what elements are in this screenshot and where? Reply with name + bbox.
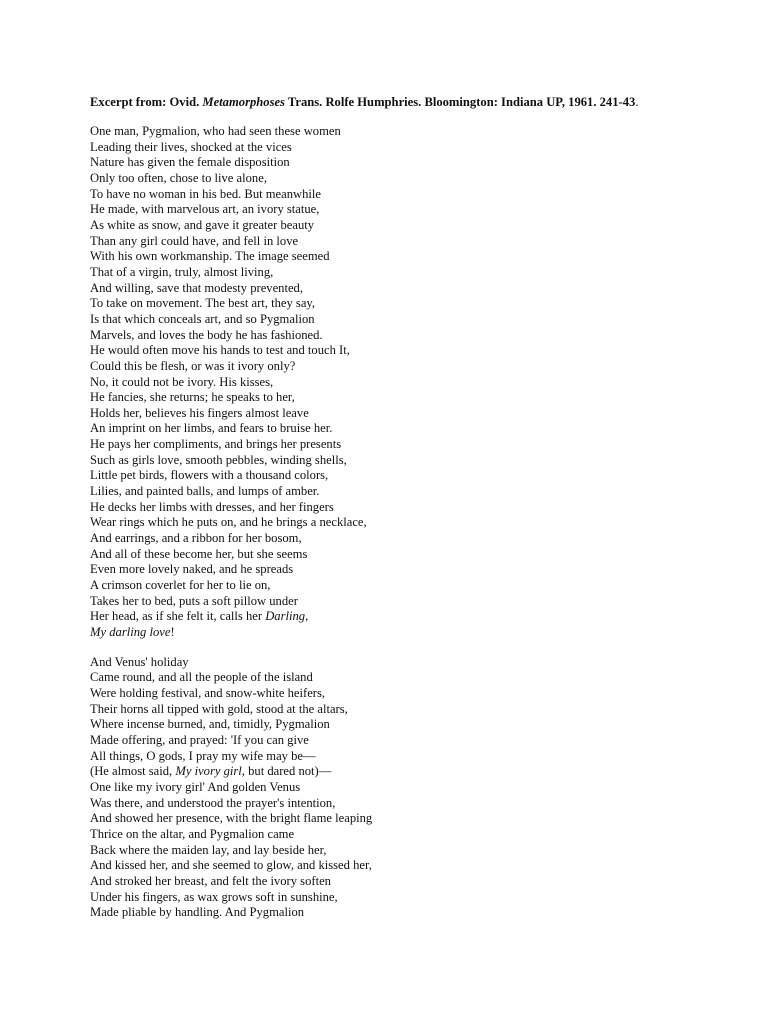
document-page bbox=[90, 94, 730, 935]
poem-line: And all of these become her, but she seems bbox=[90, 546, 308, 561]
poem-line: No, it could not be ivory. His kisses, bbox=[90, 374, 274, 389]
poem-line: Wear rings which he puts on, and he brings a necklace, bbox=[90, 515, 367, 530]
citation-suffix: Trans. Rolfe Humphries. Bloomington: Indiana UP, 1961. 241-43 bbox=[284, 95, 636, 109]
poem-line: Marvels, and loves the body he has fashioned. bbox=[90, 327, 323, 342]
poem-line: With his own workmanship. The image seemed bbox=[90, 249, 330, 264]
poem-line: Could this be flesh, or was it ivory only? bbox=[90, 358, 296, 373]
stanza-2 bbox=[90, 655, 730, 921]
poem-line: As white as snow, and gave it greater beauty bbox=[90, 217, 315, 232]
poem-line-darling bbox=[90, 609, 730, 625]
poem-line: Than any girl could have, and fell in love bbox=[90, 233, 299, 248]
poem-line: Only too often, chose to live alone, bbox=[90, 170, 267, 185]
poem-line: One man, Pygmalion, who had seen these women bbox=[90, 124, 341, 138]
poem-line: He pays her compliments, and brings her presents bbox=[90, 437, 342, 452]
poem-line: Lilies, and painted balls, and lumps of amber. bbox=[90, 484, 320, 499]
poem-line: Even more lovely naked, and he spreads bbox=[90, 562, 294, 577]
line-italic: My ivory girl bbox=[175, 764, 242, 779]
poem-line: Was there, and understood the prayer's intention, bbox=[90, 795, 336, 810]
stanza-2-lines-b bbox=[90, 780, 730, 921]
poem-line: Under his fingers, as wax grows soft in sunshine, bbox=[90, 889, 338, 904]
poem-line: Their horns all tipped with gold, stood at the altars, bbox=[90, 701, 348, 716]
poem-line: That of a virgin, truly, almost living, bbox=[90, 264, 274, 279]
poem-line: Leading their lives, shocked at the vices bbox=[90, 139, 292, 154]
poem-line: To take on movement. The best art, they say, bbox=[90, 296, 316, 311]
line-italic: Darling bbox=[265, 609, 306, 624]
stanza-1-lines bbox=[90, 124, 730, 609]
line-text-after: , but dared not)— bbox=[241, 764, 332, 779]
poem-line: He fancies, she returns; he speaks to her, bbox=[90, 390, 295, 405]
poem-line: Back where the maiden lay, and lay beside her, bbox=[90, 842, 327, 857]
poem-line: And kissed her, and she seemed to glow, and kissed her, bbox=[90, 858, 372, 873]
poem-line: Takes her to bed, puts a soft pillow under bbox=[90, 593, 298, 608]
stanza-2-lines-a bbox=[90, 655, 730, 765]
poem-line: A crimson coverlet for her to lie on, bbox=[90, 578, 271, 593]
line-punct: , bbox=[305, 609, 309, 624]
poem-line: And showed her presence, with the bright flame leaping bbox=[90, 811, 373, 826]
citation-heading bbox=[90, 94, 730, 110]
line-text: Her head, as if she felt it, calls her bbox=[90, 609, 266, 624]
poem-line: And willing, save that modesty prevented, bbox=[90, 280, 303, 295]
poem-line: All things, O gods, I pray my wife may be— bbox=[90, 748, 316, 763]
poem-line: Made pliable by handling. And Pygmalion bbox=[90, 905, 305, 920]
poem-line: Little pet birds, flowers with a thousand colors, bbox=[90, 468, 329, 483]
poem-line: He would often move his hands to test and touch It, bbox=[90, 343, 350, 358]
poem-line: Is that which conceals art, and so Pygmalion bbox=[90, 311, 315, 326]
poem-line: Thrice on the altar, and Pygmalion came bbox=[90, 826, 295, 841]
line-italic: My darling love bbox=[90, 625, 171, 639]
poem-line: An imprint on her limbs, and fears to bruise her. bbox=[90, 421, 333, 436]
citation-title: Metamorphoses bbox=[202, 95, 285, 109]
poem-line: He made, with marvelous art, an ivory statue, bbox=[90, 202, 320, 217]
citation-prefix: Excerpt from: Ovid. bbox=[90, 95, 203, 109]
poem-line: Such as girls love, smooth pebbles, winding shells, bbox=[90, 452, 347, 467]
poem-line-ivory-girl bbox=[90, 764, 730, 780]
poem-line: Nature has given the female disposition bbox=[90, 155, 290, 170]
poem-line: Where incense burned, and, timidly, Pygmalion bbox=[90, 717, 330, 732]
poem-line-darling-love bbox=[90, 625, 730, 641]
poem-line: Holds her, believes his fingers almost leave bbox=[90, 405, 309, 420]
poem-line: To have no woman in his bed. But meanwhile bbox=[90, 186, 322, 201]
poem-line: One like my ivory girl' And golden Venus bbox=[90, 779, 301, 794]
stanza-1 bbox=[90, 124, 730, 641]
poem-line: And earrings, and a ribbon for her bosom, bbox=[90, 531, 302, 546]
poem-line: He decks her limbs with dresses, and her fingers bbox=[90, 499, 334, 514]
poem-line: And Venus' holiday bbox=[90, 654, 189, 669]
poem-line: Were holding festival, and snow-white heifers, bbox=[90, 685, 326, 700]
line-punct: ! bbox=[170, 625, 175, 639]
line-text: (He almost said, bbox=[90, 764, 176, 779]
citation-end: . bbox=[635, 95, 639, 109]
poem-line: Came round, and all the people of the island bbox=[90, 670, 313, 685]
poem-line: Made offering, and prayed: 'If you can give bbox=[90, 732, 309, 747]
poem-line: And stroked her breast, and felt the ivory soften bbox=[90, 873, 331, 888]
